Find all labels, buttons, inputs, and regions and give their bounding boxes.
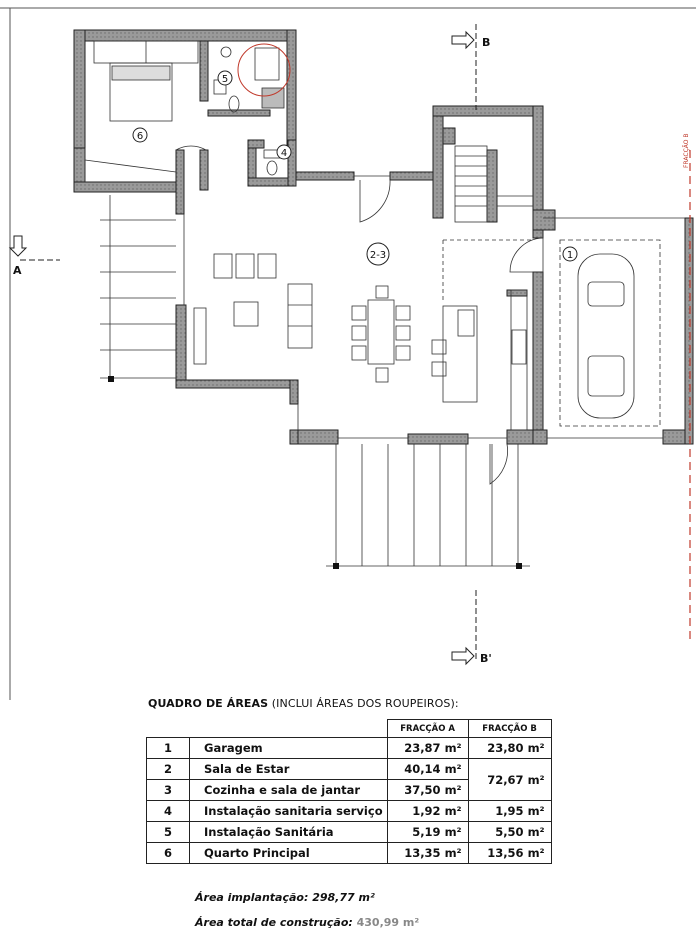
section-b-prime-label: B' (480, 652, 492, 665)
row-value-b: 1,95 m² (468, 801, 551, 822)
row-name: Garagem (190, 738, 388, 759)
row-value-b: 5,50 m² (468, 822, 551, 843)
thin-lines (85, 41, 685, 566)
row-num: 6 (147, 843, 190, 864)
construcao-label: Área total de construção: (195, 916, 357, 929)
row-value-a: 5,19 m² (387, 822, 468, 843)
table-row (147, 738, 552, 759)
row-name: Instalação sanitaria serviço (190, 801, 388, 822)
summary-implantacao (195, 891, 375, 904)
table-row (147, 822, 552, 843)
row-name: Sala de Estar (190, 759, 388, 780)
construcao-value: 430,99 m² (356, 916, 420, 929)
implantacao-value: 298,77 m² (312, 891, 375, 904)
areas-table (146, 719, 552, 864)
table-title-bold: QUADRO DE ÁREAS (148, 697, 269, 710)
row-value-a: 13,35 m² (387, 843, 468, 864)
summary-construcao (195, 916, 419, 929)
section-a-label: A (13, 264, 22, 277)
implantacao-label: Área implantação: (195, 891, 313, 904)
row-value-b: 23,80 m² (468, 738, 551, 759)
row-num: 5 (147, 822, 190, 843)
row-num: 1 (147, 738, 190, 759)
table-row (147, 843, 552, 864)
table-title-sub: (INCLUI ÁREAS DOS ROUPEIROS): (268, 697, 459, 710)
room-label-1: 1 (566, 250, 574, 261)
table-header-row (147, 720, 552, 738)
col-header-a: FRACÇÃO A (387, 720, 468, 738)
table-row (147, 801, 552, 822)
row-name: Instalação Sanitária (190, 822, 388, 843)
row-num: 2 (147, 759, 190, 780)
row-value-b: 13,56 m² (468, 843, 551, 864)
table-row (147, 759, 552, 780)
room-label-4: 4 (280, 148, 288, 159)
room-label-2-3: 2-3 (369, 250, 387, 261)
col-header-b: FRACÇÃO B (468, 720, 551, 738)
row-value-a: 1,92 m² (387, 801, 468, 822)
row-num: 4 (147, 801, 190, 822)
row-num: 3 (147, 780, 190, 801)
row-value-a: 23,87 m² (387, 738, 468, 759)
room-label-6: 6 (136, 131, 144, 142)
row-name: Quarto Principal (190, 843, 388, 864)
row-value-a: 40,14 m² (387, 759, 468, 780)
fraction-b-label: FRACÇÃO B (683, 133, 690, 168)
section-b-label: B (482, 36, 491, 49)
row-value-b-merged: 72,67 m² (468, 759, 551, 801)
row-name: Cozinha e sala de jantar (190, 780, 388, 801)
header-blank (147, 720, 190, 738)
row-value-a: 37,50 m² (387, 780, 468, 801)
table-title (148, 697, 459, 710)
header-blank (190, 720, 388, 738)
room-label-5: 5 (221, 74, 229, 85)
